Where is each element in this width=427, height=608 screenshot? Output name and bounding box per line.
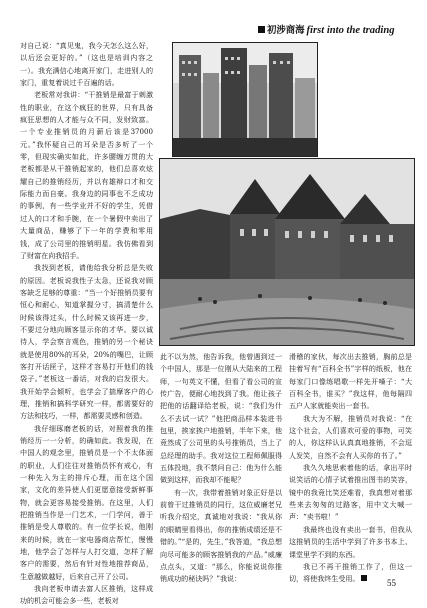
paragraph: 老板常对我讲：“干推销是最富于刺激性的职业，在这个疯狂的世界，只有具备疯狂思想的人才能与众不同，发财致富。一个专业推销员的月薪后该是37000元。”我怀疑自己的耳朵是否多听了一个零，但现实确实如此，许多腰缠万贯的大老板都是从干推销起家的，他们总喜欢炫耀自己的推销经历，并以有雄辩口才和交际能力而自豪。我身边的同事也不乏成功的事例，有一些学业并不好的学生，凭借过人的口才和手腕，在一个暑假中卖出了大量商品，赚够了下一年的学费和零用钱，成了公司里的推销明星。我仿佛看到了财富在向我招手。	[20, 90, 153, 260]
castle-plaza-photo	[159, 158, 415, 346]
paragraph: 我仔细琢磨老板的话，对照着我的推销经历一一分析，的确如此。我发现，在中国人的观念里，推销员是一个不太体面的职业，人们往往对推销员怀有戒心，有一种先入为主的排斥心理，而在这个国家，文化的差异使人们更愿意接受新鲜事物，就会更容易接受推销。在这里，人们把推销当作是一门艺术，一门学问，善于推销是受人尊敬的。有一位学长说，他刚来的时候，就在一家电器商店帮忙，慢慢地，他学会了怎样与人打交道，怎样了解客户的需要，然后有针对性地推荐商品，生意越做越好，后来自己开了公司。	[20, 423, 153, 581]
header-square-icon	[258, 26, 265, 33]
paragraph: 我久久地思索着他的话，拿出平时说笑话的心情子试着推出图书的笑容，镜中的我竟比笑还难看，我真想对着那些来去匆匆的过路客，用中文大喊一声：“卖书啦！”	[289, 463, 412, 522]
paragraph: 此不以为然，他告诉我，他曾遇到过一个中国人，那是一位刚从大陆来的工程师，一句英文不懂，但看了看公司的宣传广告，便耐心地找到了我。他让孩子把他的话翻译给老板，说：“我们为什么不去试一试？”他把商品样本装进书包里，挨家挨户地推销，半年下来，他竟然成了公司里的头号推销员，当上了总经理的助手。我对这位工程师佩服得五体投地，我不禁问自己：他为什么能做到这样，而我却不能呢？	[160, 352, 282, 485]
paragraph: 有一次，我带着推销对象正好是以前曾干过推销员的同行，这位威廉老兄听我介绍完，真诚地对我说：“我从你的眼睛里看得出，你的推销成绩还是不错的。”“是的，先生，”我答道，“我总想向尽可能多的顾客推销我的产品。”威廉点点头，又道：“那么，你能说说你推销成功的秘诀吗？”我说：	[160, 487, 282, 584]
running-header	[258, 22, 408, 35]
city-skyline-photo	[172, 42, 318, 157]
paragraph-text: 我已不再干推销工作了，但这一切，将使我终生受用。	[289, 561, 412, 584]
paragraph: 我最终也没有卖出一套书，但我从这推销员的生活中学到了许多书本上、课堂里学不到的东西。	[289, 524, 412, 559]
paragraph: 我大为不解，推销员对我说：“在这个社会，人们喜欢可爱的事物，可笑的人，你这样认认真真地推销，不会逗人发笑，自然不会有人买你的书了。”	[289, 413, 412, 460]
end-mark-icon	[361, 575, 367, 581]
header-chinese-title: 初涉商海	[267, 24, 305, 35]
paragraph: 我向老板申请去富人区推销，这样成功的机会可能会多一些，老板对	[20, 584, 153, 606]
paragraph: 我找到老板，请他给我分析总是失败的原因。老板说我性子太急，还说我对顾客缺乏足够的尊重：“当一个好推销员要有恒心和耐心，知道掌握分寸，搞清楚什么时候该得过头，什么时候又该再进一步，不要过分地向顾客显示你的才华。要以诚待人，学会察言观色，推销的另一个秘诀就是使用80%的耳朵，20%的嘴巴，让顾客打开话匣子，这样才容易打开他们的钱袋子。”老板这一番话，对我的启发很大。我开始学会倾听，也学会了揣摩客户的心理，推销和搞科学研究一样，都需要好的方法和技巧，一样，都需要灵感和创造。	[20, 263, 153, 421]
middle-text-column	[160, 351, 282, 586]
header-english-title: first into the trading	[306, 25, 395, 36]
paragraph: 滑稽的家伙，每次出去推销，胸前总是挂着写有“百科全书”字样的纸板，他在每家门口像练唱歌一样先开嗓子：“大百科全书，谁买？”我这样，他每隔四五户人家就能卖出一套书。	[289, 352, 412, 411]
right-text-column	[289, 351, 412, 586]
paragraph: 对自己说：“真见鬼，我今天怎么这么好，以后还会更好的。”（这也是培训内容之一）。我充满信心地离开家门，走进别人的家门，重复着说过千百遍的话。	[20, 41, 153, 88]
page-number: 55	[387, 578, 396, 588]
left-text-column	[20, 40, 153, 608]
